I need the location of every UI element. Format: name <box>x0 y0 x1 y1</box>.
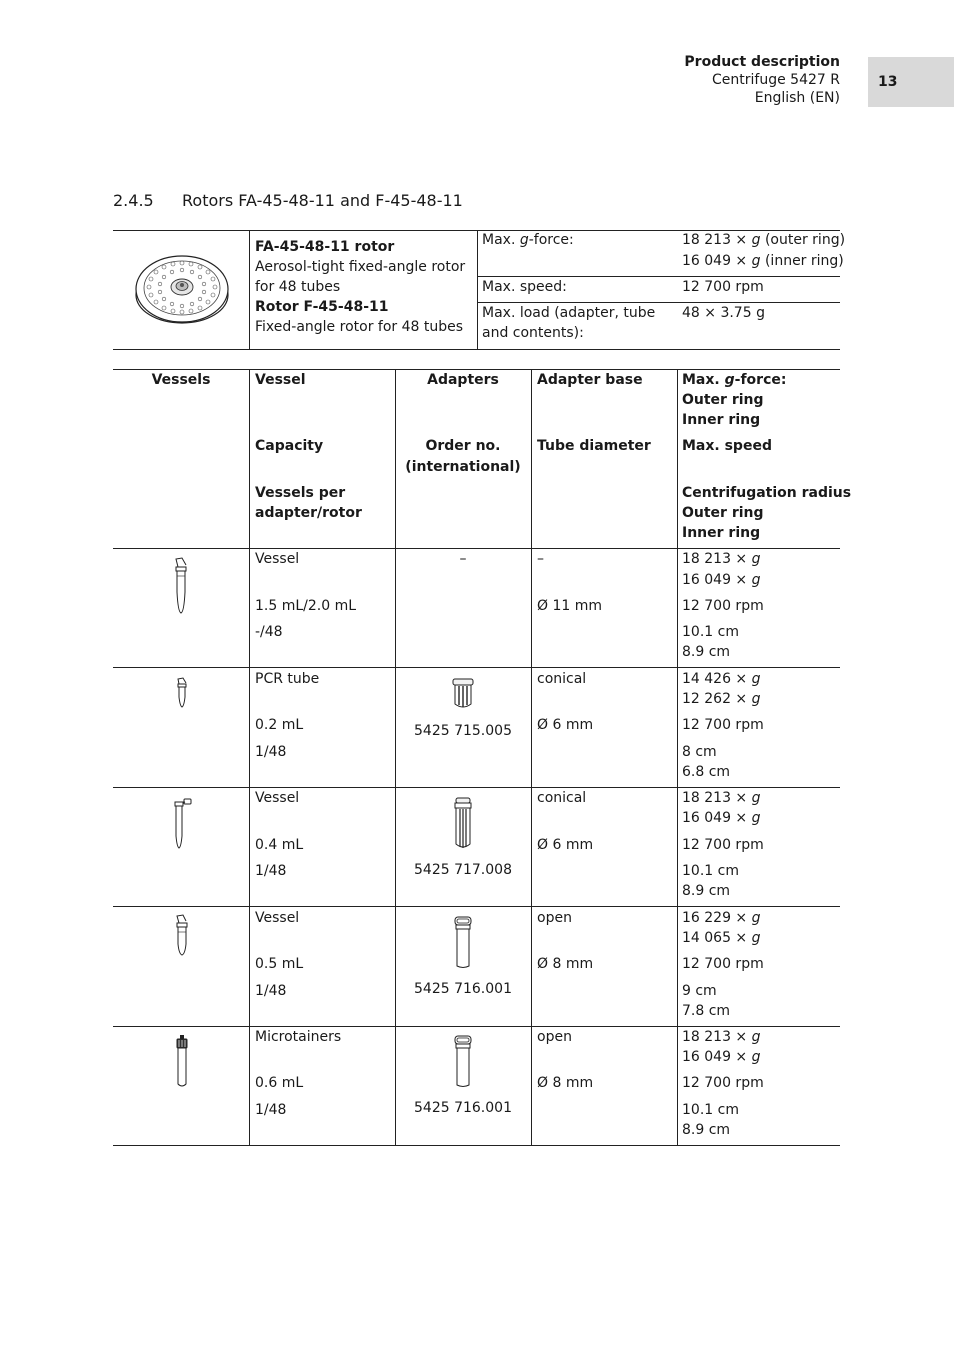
row1-g-outer: 18 213 × g <box>682 551 761 567</box>
header-vessels-per-2: adapter/rotor <box>255 505 362 521</box>
header-outer-ring: Outer ring <box>682 392 764 408</box>
spec-load-label-1: Max. load (adapter, tube <box>482 305 656 321</box>
row2-g-outer: 14 426 × g <box>682 671 761 687</box>
rotor-image <box>134 249 230 329</box>
row3-r-inner: 8.9 cm <box>682 883 731 899</box>
row3-per: 1/48 <box>255 863 287 879</box>
row4-vessel: Vessel <box>255 910 300 926</box>
page-number-text: 13 <box>878 74 898 90</box>
row5-capacity: 0.6 mL <box>255 1075 304 1091</box>
vessel-0.4ml-icon <box>170 796 194 852</box>
header-capacity: Capacity <box>255 438 324 454</box>
adapter-5425-716-001-icon <box>452 1034 474 1090</box>
header-inner-ring-radius: Inner ring <box>682 525 761 541</box>
row3-capacity: 0.4 mL <box>255 837 304 853</box>
row5-r-inner: 8.9 cm <box>682 1122 731 1138</box>
section-number: 2.4.5 <box>113 191 154 210</box>
vessel-0.5ml-icon <box>174 914 190 958</box>
column-rule <box>531 369 532 1146</box>
vessels-table-bottom-rule <box>113 1145 840 1146</box>
header-centrifugation-radius: Centrifugation radius <box>682 485 852 501</box>
spec-load-value: 48 × 3.75 g <box>682 305 765 321</box>
spec-gforce-label: Max. g-force: <box>482 232 574 248</box>
row4-g-outer: 16 229 × g <box>682 910 761 926</box>
row4-capacity: 0.5 mL <box>255 956 304 972</box>
vessel-1.5ml-icon <box>172 556 192 616</box>
section-title-text: Rotors FA-45-48-11 and F-45-48-11 <box>182 191 463 210</box>
pcr-tube-icon <box>175 677 189 709</box>
rotor-name-1: FA-45-48-11 rotor <box>255 239 395 255</box>
row3-g-outer: 18 213 × g <box>682 790 761 806</box>
header-inner-ring: Inner ring <box>682 412 761 428</box>
spec-gforce-inner: 16 049 × g (inner ring) <box>682 253 844 269</box>
row5-vessel: Microtainers <box>255 1029 342 1045</box>
row2-g-inner: 12 262 × g <box>682 691 761 707</box>
row3-base: conical <box>537 790 587 806</box>
row4-g-inner: 14 065 × g <box>682 930 761 946</box>
spec-gforce-outer: 18 213 × g (outer ring) <box>682 232 846 248</box>
section-title <box>113 191 463 210</box>
row4-r-outer: 9 cm <box>682 983 717 999</box>
adapter-5425-715-005-icon <box>451 676 475 712</box>
row1-vessel: Vessel <box>255 551 300 567</box>
row4-order: 5425 716.001 <box>414 981 512 997</box>
row1-diameter: Ø 11 mm <box>537 598 603 614</box>
row-rule <box>113 906 840 907</box>
rotor-desc-1b: for 48 tubes <box>255 279 341 295</box>
header-adapters: Adapters <box>427 372 499 388</box>
row1-speed: 12 700 rpm <box>682 598 764 614</box>
row1-capacity: 1.5 mL/2.0 mL <box>255 598 357 614</box>
column-rule <box>249 369 250 1146</box>
page-number <box>868 57 954 107</box>
row3-diameter: Ø 6 mm <box>537 837 594 853</box>
header-max-speed: Max. speed <box>682 438 772 454</box>
column-rule <box>677 369 678 1146</box>
row4-r-inner: 7.8 cm <box>682 1003 731 1019</box>
row1-base: – <box>537 551 544 567</box>
header-language: English (EN) <box>754 90 840 106</box>
row2-order: 5425 715.005 <box>414 723 512 739</box>
row2-vessel: PCR tube <box>255 671 320 687</box>
row3-speed: 12 700 rpm <box>682 837 764 853</box>
row2-speed: 12 700 rpm <box>682 717 764 733</box>
row3-g-inner: 16 049 × g <box>682 810 761 826</box>
row4-speed: 12 700 rpm <box>682 956 764 972</box>
header-section: Product description <box>684 54 840 70</box>
row4-base: open <box>537 910 572 926</box>
adapter-5425-716-001-icon <box>452 915 474 971</box>
row1-order: – <box>459 551 467 567</box>
row5-g-outer: 18 213 × g <box>682 1029 761 1045</box>
row5-g-inner: 16 049 × g <box>682 1049 761 1065</box>
row5-per: 1/48 <box>255 1102 287 1118</box>
header-gforce: Max. g-force: <box>682 372 787 388</box>
row5-speed: 12 700 rpm <box>682 1075 764 1091</box>
spec-speed-label: Max. speed: <box>482 279 567 295</box>
row1-g-inner: 16 049 × g <box>682 572 761 588</box>
row2-r-outer: 8 cm <box>682 744 717 760</box>
row1-r-inner: 8.9 cm <box>682 644 731 660</box>
rotor-desc-2: Fixed-angle rotor for 48 tubes <box>255 319 464 335</box>
header-order-no-2: (international) <box>405 459 521 475</box>
row4-per: 1/48 <box>255 983 287 999</box>
row2-diameter: Ø 6 mm <box>537 717 594 733</box>
row5-order: 5425 716.001 <box>414 1100 512 1116</box>
header-adapter-base: Adapter base <box>537 372 643 388</box>
spec-speed-value: 12 700 rpm <box>682 279 764 295</box>
row2-r-inner: 6.8 cm <box>682 764 731 780</box>
row3-vessel: Vessel <box>255 790 300 806</box>
row5-r-outer: 10.1 cm <box>682 1102 739 1118</box>
rotor-desc-1a: Aerosol-tight fixed-angle rotor <box>255 259 466 275</box>
row5-base: open <box>537 1029 572 1045</box>
spec-load-label-2: and contents): <box>482 325 584 341</box>
rotor-table-divider <box>477 230 478 350</box>
row2-base: conical <box>537 671 587 687</box>
row4-diameter: Ø 8 mm <box>537 956 594 972</box>
header-order-no-1: Order no. <box>425 438 501 454</box>
header-vessels-per-1: Vessels per <box>255 485 346 501</box>
header-product: Centrifuge 5427 R <box>712 72 840 88</box>
adapter-5425-717-008-icon <box>453 796 473 852</box>
header-tube-diameter: Tube diameter <box>537 438 651 454</box>
column-rule <box>395 369 396 1146</box>
rotor-name-2: Rotor F-45-48-11 <box>255 299 389 315</box>
row-rule <box>113 667 840 668</box>
microtainer-icon <box>173 1034 191 1090</box>
row3-r-outer: 10.1 cm <box>682 863 739 879</box>
running-header <box>684 53 840 107</box>
rotor-table-divider <box>249 230 250 350</box>
header-vessel: Vessel <box>255 372 306 388</box>
row5-diameter: Ø 8 mm <box>537 1075 594 1091</box>
header-vessels: Vessels <box>151 372 211 388</box>
row3-order: 5425 717.008 <box>414 862 512 878</box>
row2-capacity: 0.2 mL <box>255 717 304 733</box>
row2-per: 1/48 <box>255 744 287 760</box>
header-outer-ring-radius: Outer ring <box>682 505 764 521</box>
row1-r-outer: 10.1 cm <box>682 624 739 640</box>
row1-per: -/48 <box>255 624 283 640</box>
